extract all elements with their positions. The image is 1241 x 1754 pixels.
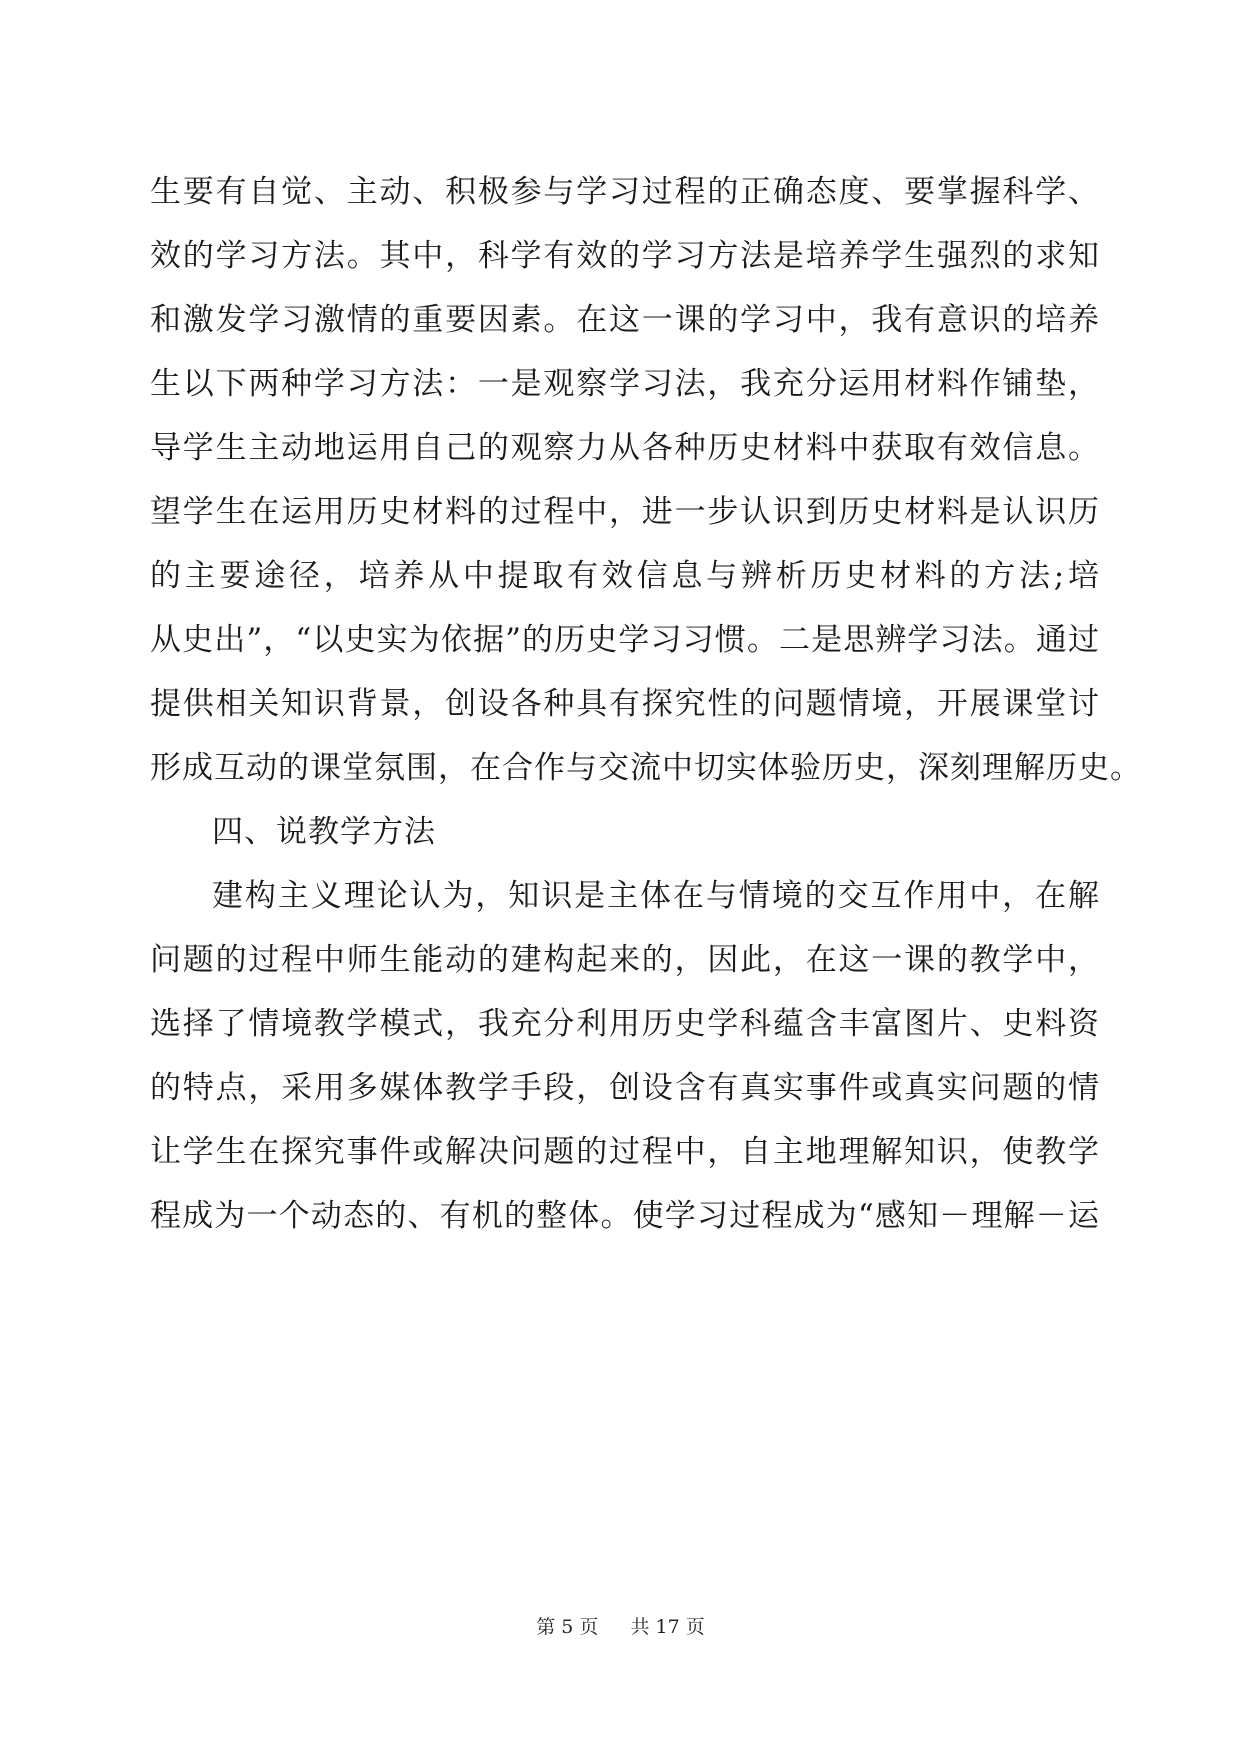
paragraph-line: 生要有自觉、主动、积极参与学习过程的正确态度、要掌握科学、 [150, 174, 1100, 210]
paragraph-line: 从史出”，“以史实为依据”的历史学习习惯。二是思辨学习法。通过 [150, 622, 1100, 658]
paragraph-line: 的主要途径，培养从中提取有效信息与辨析历史材料的方法;培 [150, 558, 1100, 594]
paragraph-line: 问题的过程中师生能动的建构起来的，因此，在这一课的教学中， [150, 942, 1100, 978]
paragraph-line: 形成互动的课堂氛围，在合作与交流中切实体验历史，深刻理解历史。 [150, 750, 1142, 786]
paragraph-line: 建构主义理论认为，知识是主体在与情境的交互作用中，在解 [212, 878, 1100, 914]
paragraph-line: 生以下两种学习方法：一是观察学习法，我充分运用材料作铺垫， [150, 366, 1100, 402]
page-footer [0, 1612, 1241, 1639]
paragraph-line: 的特点，采用多媒体教学手段，创设含有真实事件或真实问题的情 [150, 1070, 1100, 1106]
paragraph-line: 效的学习方法。其中，科学有效的学习方法是培养学生强烈的求知 [150, 238, 1100, 274]
page-total: 共 17 页 [630, 1616, 705, 1638]
paragraph-line: 导学生主动地运用自己的观察力从各种历史材料中获取有效信息。 [150, 430, 1100, 466]
paragraph-line: 望学生在运用历史材料的过程中，进一步认识到历史材料是认识历 [150, 494, 1100, 530]
paragraph-line: 选择了情境教学模式，我充分利用历史学科蕴含丰富图片、史料资 [150, 1006, 1100, 1042]
paragraph-line: 提供相关知识背景，创设各种具有探究性的问题情境，开展课堂讨 [150, 686, 1100, 722]
paragraph-line: 和激发学习激情的重要因素。在这一课的学习中，我有意识的培养 [150, 302, 1100, 338]
body-text [150, 160, 1142, 1248]
section-heading: 四、说教学方法 [212, 814, 436, 850]
paragraph-line: 程成为一个动态的、有机的整体。使学习过程成为“感知－理解－运 [150, 1198, 1100, 1234]
page-number: 第 5 页 [536, 1616, 599, 1638]
paragraph-line: 让学生在探究事件或解决问题的过程中，自主地理解知识，使教学 [150, 1134, 1100, 1170]
